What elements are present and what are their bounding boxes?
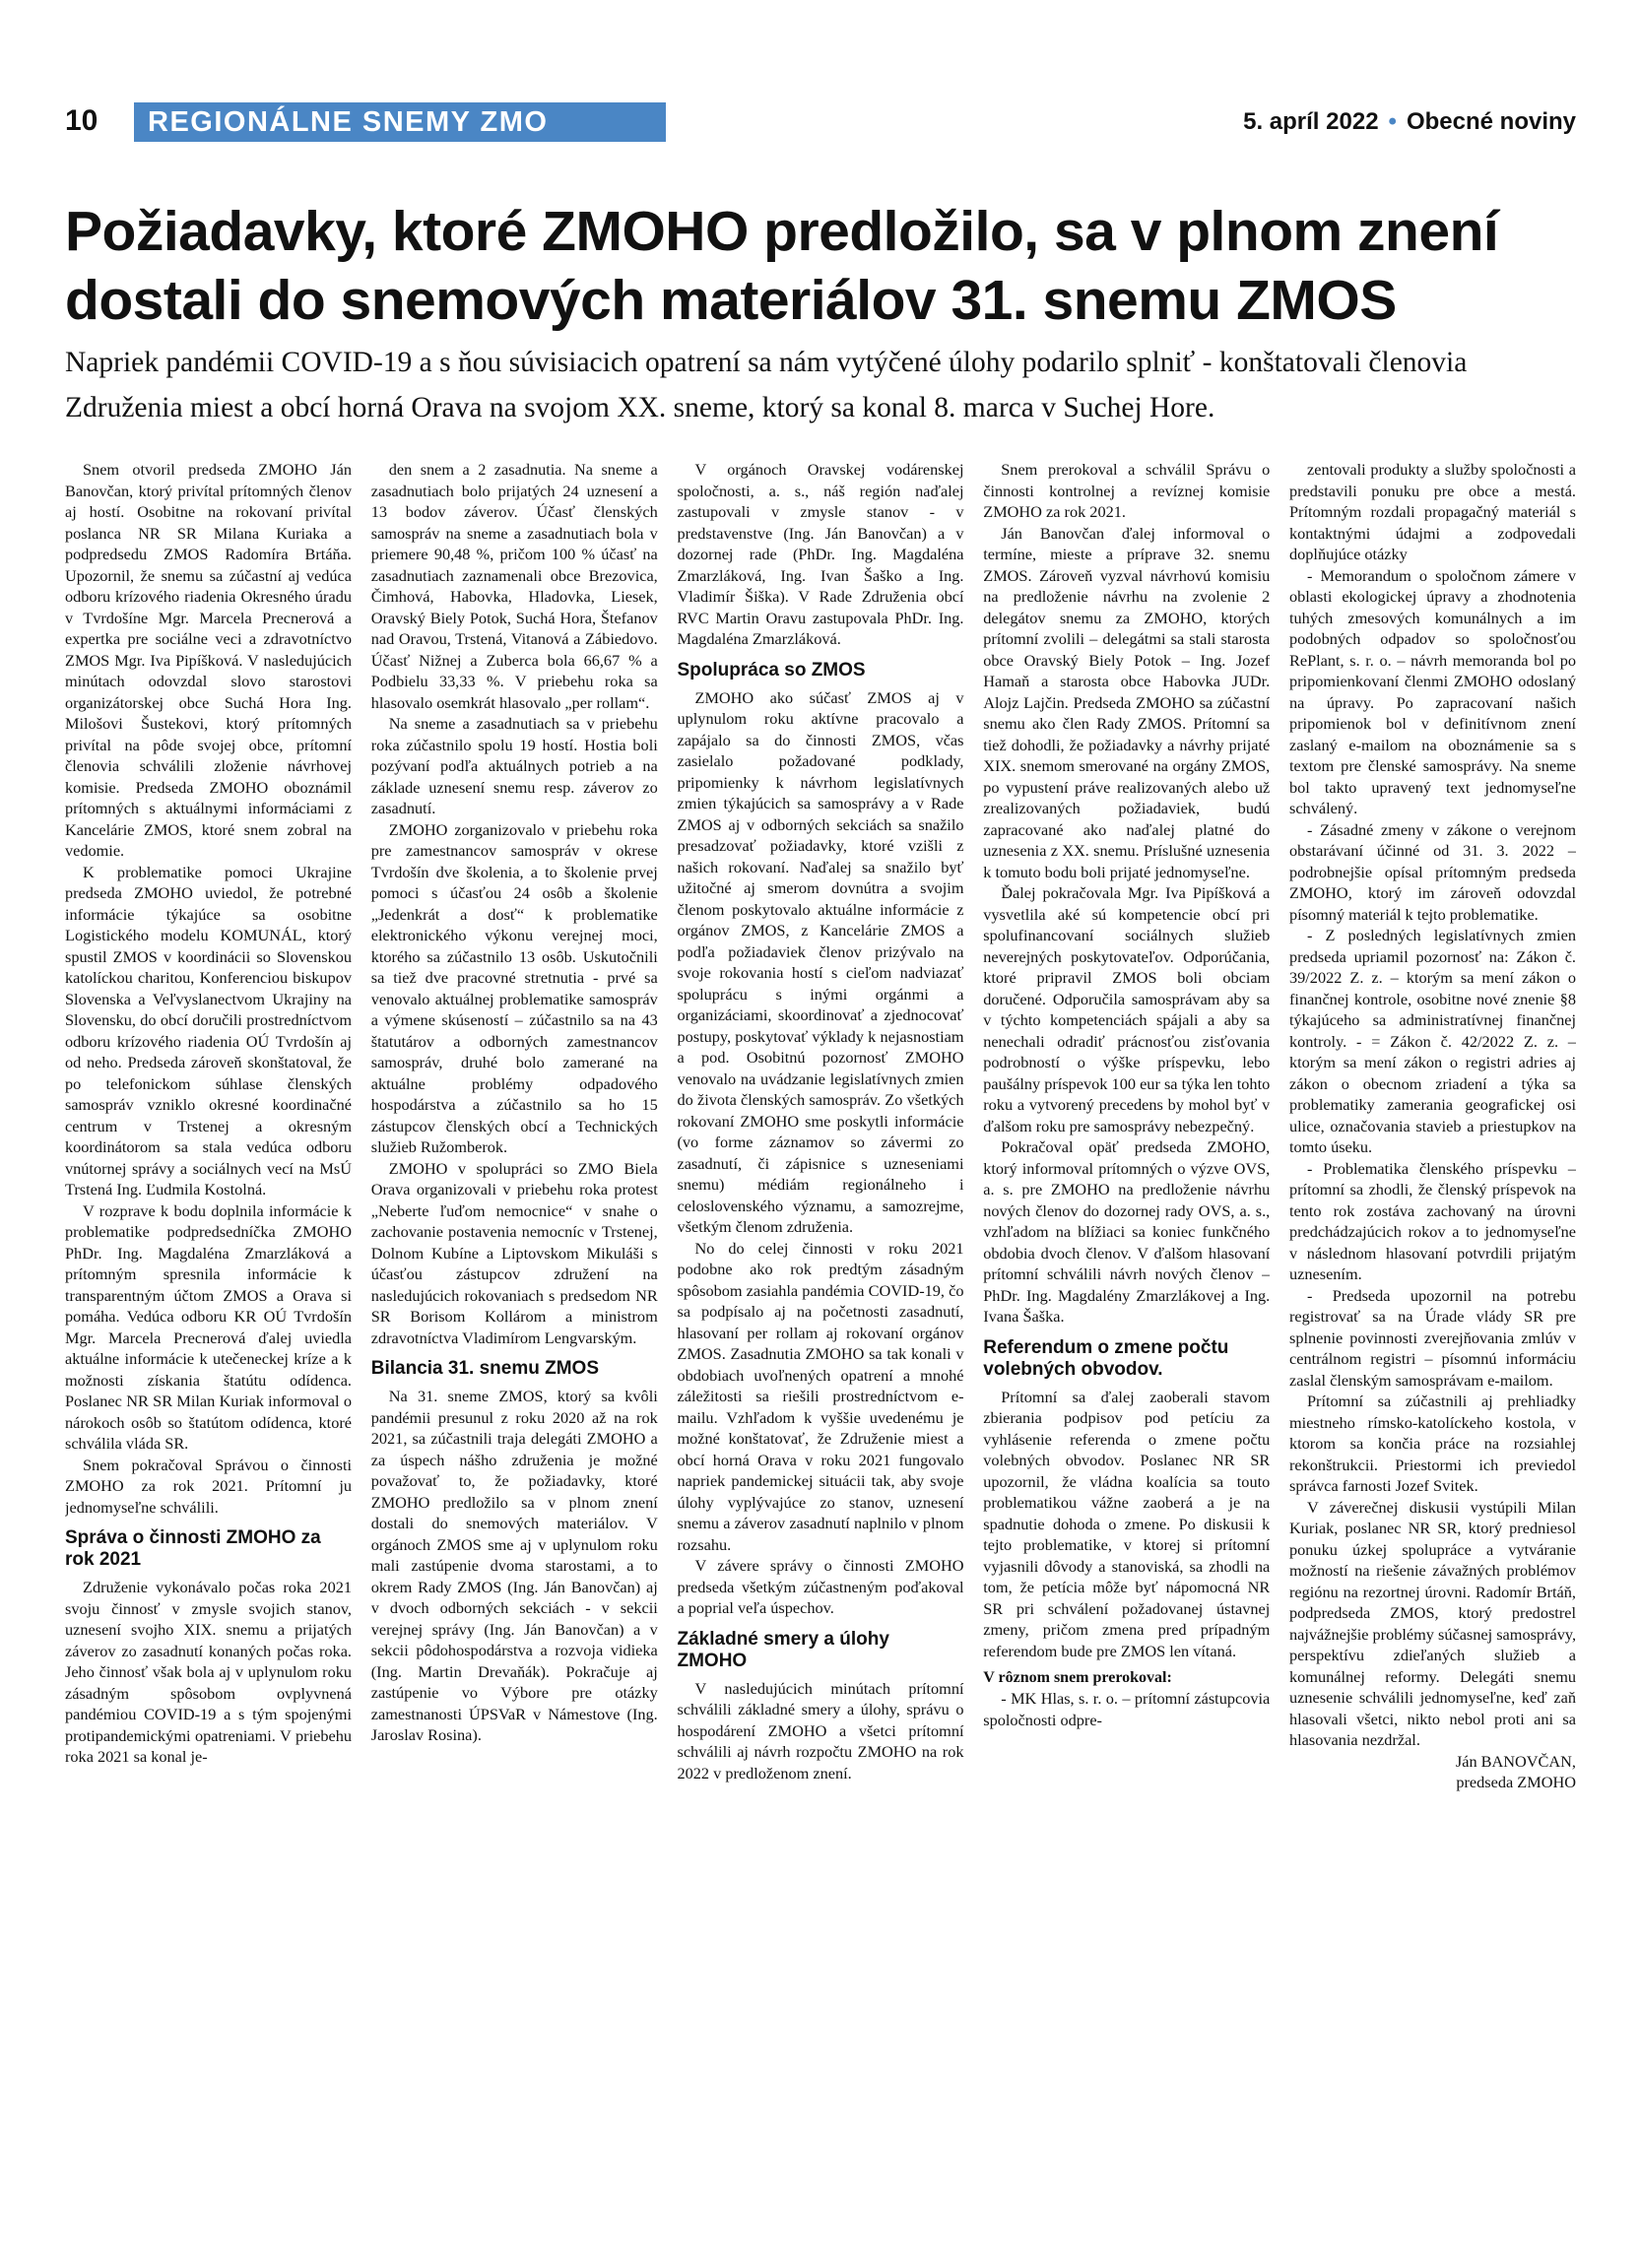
paragraph: Snem otvoril predseda ZMOHO Ján Banovčan, ktorý privítal prítomných členov aj hostí. Osobitne na rokovaní privítal poslanca NR SR Milana Kuriaka a podpredsedu ZMOS Radomíra Brtáňa. Upozornil, že snemu sa zúčastní aj vedúca odboru krízového riadenia Okresného úradu v Tvrdošíne Mgr. Marcela Precnerová a expertka pre sociálne veci a zdravotníctvo ZMOS Mgr. Iva Pipíšková. V nasledujúcich minútach odovzdal slovo starostovi organizátorskej obce Suchá Hora Ing. Milošovi Šustekovi, ktorý prítomných privítal na pôde svojej obce, prítomní členovia schválili zloženie návrhovej komisie. Predseda ZMOHO oboznámil prítomných s aktuálnymi informáciami z Kancelárie ZMOS, ktoré snem zobral na vedomie. — [65, 460, 352, 860]
subheading: Referendum o zmene počtu volebných obvodov. — [983, 1336, 1229, 1380]
paragraph: Snem pokračoval Správou o činnosti ZMOHO za rok 2021. Prítomní ju jednomyseľne schválili. — [65, 1455, 352, 1517]
paragraph: V záverečnej diskusii vystúpili Milan Kuriak, poslanec NR SR, ktorý predniesol ponuku úzkej spolupráce a vytváranie možností na riešenie závažných problémov regiónu na rezortnej úrovni. Radomír Brtáň, podpredseda ZMOS, ktorý predostrel najvážnejšie problémy súčasnej samosprávy, perspektívu zdieľaných služieb a komunálnej reformy. Delegáti snemu uznesenie schválili jednomyseľne, keď zaň hlasovali všetci, nikto nebol proti ani sa hlasovania nezdržal. — [1289, 1497, 1576, 1749]
section-banner: REGIONÁLNE SNEMY ZMO — [134, 102, 666, 142]
issue-date: 5. apríl 2022 — [1243, 108, 1379, 135]
paragraph: ZMOHO ako súčasť ZMOS aj v uplynulom roku aktívne pracovalo a zapájalo sa do činnosti ZMOS, včas zasielalo požadované podklady, pripomienky k návrhom legislatívnych zmien týkajúcich sa samosprávy a v Rade ZMOS aj v odborných sekciách sa snažilo presadzovať požiadavky, ktoré vzišli z našich rokovaní. Naďalej sa snažilo byť užitočné aj smerom dovnútra a svojim členom poskytovalo aktuálne informácie z orgánov ZMOS, z Kancelárie ZMOS a podľa požiadaviek členov prizývalo na svoje rokovania hostí s cieľom nadviazať spoluprácu s inými orgánmi a organizáciami, skoordinovať a zjednocovať postupy, poskytovať výklady k nejasnostiam a pod. Osobitnú pozornosť ZMOHO venovalo na uvádzanie legislatívnych zmien do života členských samospráv. Zo všetkých rokovaní ZMOHO sme poskytli informácie (vo forme záznamov so závermi zo zasadnutí, či zápisnice s uzneseniami snemu) médiám regionálneho i celoslovenského významu, a samozrejme, všetkým členom združenia. — [677, 687, 964, 1236]
article-body — [65, 459, 1576, 2222]
column-2 — [371, 459, 658, 2222]
author-signature: Ján BANOVČAN, — [1455, 1751, 1576, 1771]
paragraph: ZMOHO v spolupráci so ZMO Biela Orava organizovali v priebehu roka protest „Neberte ľuďom nemocnice“ v snahe o zachovanie postavenia nemocníc v Trstenej, Dolnom Kubíne a Liptovskom Mikuláši s účasťou zástupcov združení na nasledujúcich rokovaniach s predsedom NR SR Borisom Kollárom a ministrom zdravotníctva Vladimírom Lengvarským. — [370, 1158, 658, 1347]
subheading: Správa o činnosti ZMOHO za rok 2021 — [65, 1527, 321, 1570]
paragraph: V orgánoch Oravskej vodárenskej spoločnosti, a. s., náš región naďalej zastupovali v zmysle stanov - v predstavenstve (Ing. Ján Banovčan) a v dozornej rade (PhDr. Ing. Magdaléna Zmarzláková, Ing. Ivan Šaško a Ing. Vladimír Šiška). V Rade Združenia obcí RVC Martin Oravu zastupovala PhDr. Ing. Magdaléna Zmarzláková. — [677, 460, 964, 648]
page-header — [65, 102, 1576, 144]
run-in-heading: V rôznom snem prerokoval: — [983, 1669, 1172, 1686]
paragraph: Na sneme a zasadnutiach sa v priebehu roka zúčastnilo spolu 19 hostí. Hostia boli pozývaní podľa aktuálnych potrieb a na základe uznesení snemu resp. záverov zo zasadnutí. — [370, 714, 658, 817]
paragraph: - Memorandum o spoločnom zámere v oblasti ekologickej úpravy a zhodnotenia tuhých zmesových komunálnych a im podobných odpadov so spoločnosťou RePlant, s. r. o. – návrh memoranda bol po pripomienkovaní členmi ZMOHO odoslaný na úpravy. Po zapracovaní našich pripomienok bol v definitívnom znení zaslaný e-mailom na oboznámenie sa s textom pre členské samosprávy. Na sneme bol takto upravený text jednomyseľne schválený. — [1289, 565, 1576, 817]
paragraph: - Z posledných legislatívnych zmien predseda upriamil pozornosť na: Zákon č. 39/2022 Z. z. – ktorým sa mení zákon o finančnej kontrole, osobitne nové znenie §8 týkajúceho sa administratívnej finančnej kontroly. - = Zákon č. 42/2022 Z. z. – ktorým sa mení zákon o registri adries aj zákon o obecnom zriadení a týka sa problematiky zamerania geografickej osi ulice, označovania stavieb a priestupkov na tomto úseku. — [1289, 926, 1576, 1156]
author-title: predseda ZMOHO — [1456, 1773, 1576, 1791]
paragraph: - Predseda upozornil na potrebu registrovať sa na Úrade vlády SR pre splnenie povinnosti zverejňovania zmlúv v centrálnom registri – písomnú informáciu zaslal členským samosprávam e-mailom. — [1289, 1285, 1576, 1390]
paragraph: - MK Hlas, s. r. o. – prítomní zástupcovia spoločnosti odpre- — [983, 1689, 1271, 1729]
paragraph: Združenie vykonávalo počas roka 2021 svoju činnosť v zmysle svojich stanov, uznesení svojho XIX. snemu a prijatých záverov zo zasadnutí konaných počas roka. Jeho činnosť však bola aj v uplynulom roku zásadným spôsobom ovplyvnená pandémiou COVID-19 a s tým spojenými protipandemickými opatreniami. V priebehu roka 2021 sa konal je- — [65, 1578, 352, 1766]
paragraph: Ďalej pokračovala Mgr. Iva Pipíšková a vysvetlila aké sú kompetencie obcí pri spolufinancovaní sociálnych služieb neverejných poskytovateľov. Odporúčania, ktoré pripravil ZMOS boli obciam doručené. Odporučila samosprávam aby sa v týchto kompetenciách spájali a aby sa nenechali odradiť prácnosťou zisťovania podrobností o výške príspevku, lebo paušálny príspevok 100 eur sa týka len tohto roku a vytvorený precedens by mohol byť v ďalšom roku pre samosprávy nebezpečný. — [983, 883, 1271, 1135]
subheading: Bilancia 31. snemu ZMOS — [370, 1358, 599, 1379]
paragraph: V rozprave k bodu doplnila informácie k problematike podpredsedníčka ZMOHO PhDr. Ing. Magdaléna Zmarzláková a prítomným spresnila informácie k transparentným účtom ZMOS a Orava si pomáha. Vedúca odboru KR OÚ Tvrdošín Mgr. Marcela Precnerová ďalej uviedla aktuálne informácie k utečeneckej kríze a k možnosti získania štatútu odídenca. Poslanec NR SR Milan Kuriak informoval o nárokoch osôb so štatútom odídenca, ktoré schválila vláda SR. — [65, 1200, 352, 1453]
page-number: 10 — [65, 104, 98, 137]
paragraph: No do celej činnosti v roku 2021 podobne ako rok predtým zásadným spôsobom zasiahla pandémia COVID-19, čo sa podpísalo aj na početnosti zasadnutí, hlasovaní per rollam aj rokovaní orgánov ZMOS. Zasadnutia ZMOHO sa tak konali v obdobiach uvoľnených opatrení a mnohé záležitosti sa riešili prostredníctvom e-mailu. Vzhľadom k vyššie uvedenému je možné konštatovať, že Združenie miest a obcí horná Orava v roku 2021 fungovalo napriek pandemickej situácii tak, aby svoje úlohy vyplývajúce zo stanov, uznesení snemu a záverov zasadnutí naplnilo v plnom rozsahu. — [677, 1238, 964, 1554]
paragraph: V nasledujúcich minútach prítomní schválili základné smery a úlohy, správu o hospodárení ZMOHO a všetci prítomní schválili aj návrh rozpočtu ZMOHO na rok 2022 v predloženom znení. — [677, 1678, 964, 1782]
paragraph: den snem a 2 zasadnutia. Na sneme a zasadnutiach bolo prijatých 24 uznesení a 13 bodov záverov. Účasť členských samospráv na sneme a zasadnutiach bola v priemere 90,48 %, pričom 100 % účasť na zasadnutiach zaznamenali obce Brezovica, Čimhová, Habovka, Hladovka, Liesek, Oravský Biely Potok, Suchá Hora, Štefanov nad Oravou, Trstená, Vitanová a Zábiedovo. Účasť Nižnej a Zuberca bola 66,67 % a Podbielu 33,33 %. V priebehu roka sa hlasovalo osemkrát hlasovalo „per rollam“. — [370, 460, 658, 712]
paragraph: Prítomní sa ďalej zaoberali stavom zbierania podpisov pod petíciu za vyhlásenie referenda o zmene počtu volebných obvodov. Poslanec NR SR upozornil, že vládna koalícia sa touto problematikou vážne zaoberá a je na spadnutie dohoda o zmene. Po diskusii k tejto problematike, v ktorej si prítomní vyjasnili dôvody a stanoviská, sa zhodli na tom, že petícia môže byť nápomocná NR SR pri schválení požadovanej ústavnej zmeny, pričom zmena pred prípadným referendom bude pre ZMOS len vítaná. — [983, 1387, 1271, 1660]
column-3 — [678, 459, 964, 2222]
publication-name: Obecné noviny — [1406, 108, 1576, 135]
paragraph: - Problematika členského príspevku – prítomní sa zhodli, že členský príspevok na tento rok zostáva zachovaný na úrovni predchádzajúcich rokov a to jednomyseľne v následnom hlasovaní potvrdili prijatým uznesením. — [1289, 1158, 1576, 1283]
issue-info — [1243, 108, 1576, 136]
separator-dot: • — [1388, 108, 1397, 135]
article-lead: Napriek pandémii COVID-19 a s ňou súvisiacich opatrení sa nám vytýčené úlohy podarilo splniť - konštatovali členovia Združenia miest a obcí horná Orava na svojom XX. sneme, ktorý sa konal 8. marca v Suchej Hore. — [65, 347, 1468, 423]
paragraph: - Zásadné zmeny v zákone o verejnom obstarávaní účinné od 31. 3. 2022 – podrobnejšie opísal prítomným predseda ZMOHO, ktorý im zároveň odovzdal písomný materiál k tejto problematike. — [1289, 819, 1576, 924]
paragraph: K problematike pomoci Ukrajine predseda ZMOHO uviedol, že potrebné informácie týkajúce sa osobitne Logistického modelu KOMUNÁL, ktorý spustil ZMOS v koordinácii so Slovenskou katolíckou charitou, Konferenciou biskupov Slovenska a Veľvyslanectvom Ukrajiny na Slovensku, do obcí doručili prostredníctvom odboru krízového riadenia OÚ Tvrdošín aj od neho. Predseda zároveň skonštatoval, že po telefonickom súhlase členských samospráv vzniklo okresné koordinačné centrum v Trstenej a okresným koordinátorom sa stala vedúca odboru vnútornej správy a sociálnych vecí na MsÚ Trstená Ing. Ľudmila Kostolná. — [65, 862, 352, 1199]
column-4 — [983, 459, 1270, 2222]
column-5 — [1289, 459, 1576, 2222]
paragraph: Pokračoval opäť predseda ZMOHO, ktorý informoval prítomných o výzve OVS, a. s. pre ZMOHO na predloženie návrhu nových členov do dozornej rady OVS, a. s., vzhľadom na blížiaci sa koniec funkčného obdobia dvoch členov. V ďalšom hlasovaní prítomní schválili návrh nových členov – PhDr. Ing. Magdalény Zmarzlákovej a Ing. Ivana Šaška. — [983, 1137, 1271, 1326]
subheading: Základné smery a úlohy ZMOHO — [677, 1628, 889, 1671]
paragraph: V závere správy o činnosti ZMOHO predseda všetkým zúčastneným poďakoval a poprial veľa úspechov. — [677, 1556, 964, 1617]
article-headline: Požiadavky, ktoré ZMOHO predložilo, sa v plnom znení dostali do snemových materiálov 31. snemu ZMOS — [65, 200, 1499, 332]
paragraph: ZMOHO zorganizovalo v priebehu roka pre zamestnancov samospráv v okrese Tvrdošín dve školenia, a to školenie prvej pomoci s účasťou 24 osôb a školenie „Jedenkrát a dosť“ k problematike elektronického výkonu verejnej moci, ktorého sa zúčastnilo 13 osôb. Uskutočnili sa tiež dve pracovné stretnutia - prvé sa venovalo aktuálnej problematike samospráv a výmene skúseností – zúčastnilo sa na 43 štatutárov a odborných zamestnancov samospráv, druhé bolo zamerané na aktuálne problémy odpadového hospodárstva a zúčastnilo sa ho 15 zástupcov členských obcí a Technických služieb Ružomberok. — [370, 819, 658, 1156]
column-1 — [65, 459, 352, 2222]
paragraph: Prítomní sa zúčastnili aj prehliadky miestneho rímsko-katolíckeho kostola, v ktorom sa končia práce na rozsiahlej rekonštrukcii. Priestormi ich previedol správca farnosti Jozef Svitek. — [1289, 1392, 1576, 1495]
paragraph: Na 31. sneme ZMOS, ktorý sa kvôli pandémii presunul z roku 2020 až na rok 2021, sa zúčastnili traja delegáti ZMOHO a za úspech nášho združenia je možné považovať to, že požiadavky, ktoré ZMOHO predložilo sa v plnom znení dostali do snemových materiálov. V orgánoch ZMOS sme aj v uplynulom roku mali zastúpenie dvoma starostami, a to okrem Rady ZMOS (Ing. Ján Banovčan) aj v dvoch odborných sekciách - v sekcii verejnej správy (Ing. Ján Banovčan) a v sekcii pôdohospodárstva a rozvoja vidieka (Ing. Martin Drevaňák). Pokračuje aj zastúpenie vo Výbore pre otázky zamestnanosti ÚPSVaR v Námestove (Ing. Jaroslav Rosina). — [370, 1387, 658, 1744]
subheading: Spolupráca so ZMOS — [677, 659, 866, 680]
paragraph: Ján Banovčan ďalej informoval o termíne, mieste a príprave 32. snemu ZMOS. Zároveň vyzval návrhovú komisiu na predloženie návrhu na zvolenie 2 delegátov snemu za ZMOHO, ktorých prítomní zvolili – delegátmi sa stali starosta obce Oravský Biely Potok – Ing. Jozef Hamaň a starosta obce Habovka JUDr. Alojz Lajčin. Predseda ZMOHO sa zúčastní snemu ako člen Rady ZMOS. Prítomní sa tiež dohodli, že požiadavky a návrhy prijaté XIX. snemom smerované na orgány ZMOS, po vypustení práve realizovaných alebo už zrealizovaných požiadaviek, budú zapracované ako naďalej platné do uznesenia z XX. snemu. Príslušné uznesenia k tomuto bodu boli prijaté jednomyseľne. — [983, 523, 1271, 881]
paragraph: zentovali produkty a služby spoločnosti a predstavili ponuku pre obce a mestá. Prítomným rozdali propagačný materiál s kontaktnými údajmi a zodpovedali doplňujúce otázky — [1289, 460, 1576, 563]
paragraph: Snem prerokoval a schválil Správu o činnosti kontrolnej a revíznej komisie ZMOHO za rok 2021. — [983, 460, 1271, 521]
